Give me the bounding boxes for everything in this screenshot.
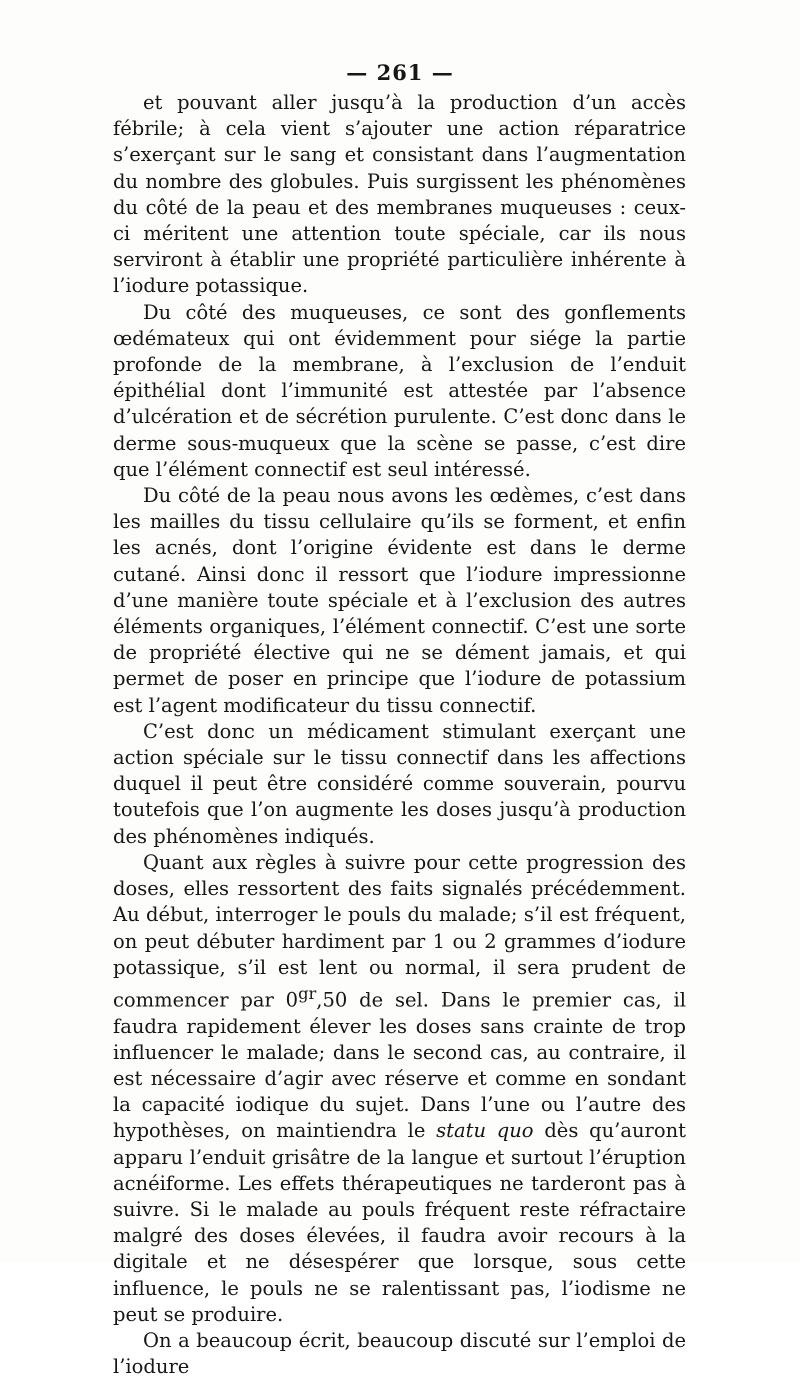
paragraph-5-text-start: Quant aux règles à suivre pour cette progression des doses, elles ressortent des faits signalés précédemment. Au début, interroger le pouls du malade; s’il est fréquent, on peut débuter hardiment par 1 ou 2 grammes d’iodure potassique, s’il est lent ou normal, il sera prudent de commencer par 0	[113, 850, 686, 1012]
unit-superscript: gr	[298, 983, 317, 1003]
paragraph-6-text: On a beaucoup écrit, beaucoup discuté sur l’emploi de l’iodure	[113, 1329, 686, 1379]
paragraph-3-text: Du côté de la peau nous avons les œdèmes, c’est dans les mailles du tissu cellulaire qu’ils se forment, et enfin les acnés, dont l’origine évidente est dans le derme cutané. Ainsi donc il ressort que l’iodure impressionne d’une manière toute spéciale et à l’exclusion des autres éléments organiques, l’élément connectif. C’est une sorte de propriété élective qui ne se dément jamais, et qui permet de poser en principe que l’iodure de potassium est l’agent modificateur du tissu connectif.	[113, 484, 686, 717]
paragraph-2	[113, 300, 686, 483]
italic-latin-phrase: statu quo	[436, 1119, 534, 1143]
paragraph-4-text: C’est donc un médicament stimulant exerçant une action spéciale sur le tissu connectif dans les affections duquel il peut être considéré comme souverain, pourvu toutefois que l’on augmente les doses jusqu’à production des phénomènes indiqués.	[113, 719, 686, 848]
paragraph-2-text: Du côté des muqueuses, ce sont des gonflements œdémateux qui ont évidemment pour siége la partie profonde de la membrane, à l’exclusion de l’enduit épithélial dont l’immunité est attestée par l’absence d’ulcération et de sécrétion purulente. C’est donc dans le derme sous-muqueux que la scène se passe, c’est dire que l’élément connectif est seul intéressé.	[113, 300, 686, 481]
body-text	[113, 90, 686, 1380]
paragraph-1-text: et pouvant aller jusqu’à la production d’un accès fébrile; à cela vient s’ajouter une action réparatrice s’exerçant sur le sang et consistant dans l’augmentation du nombre des globules. Puis surgissent les phénomènes du côté de la peau et des membranes muqueuses : ceux-ci méritent une attention toute spéciale, car ils nous serviront à établir une propriété particulière inhérente à l’iodure potassique.	[113, 91, 686, 298]
paragraph-5-text-end: dès qu’auront apparu l’enduit grisâtre de la langue et surtout l’éruption acnéiforme. Les effets thérapeutiques ne tarderont pas à suivre. Si le malade au pouls fréquent reste réfractaire malgré des doses élevées, il faudra avoir recours à la digitale et ne désespérer que lorsque, sous cette influence, le pouls ne se ralentissant pas, l’iodisme ne peut se produire.	[113, 1119, 686, 1326]
page-number: — 261 —	[346, 60, 454, 85]
paragraph-6	[113, 1328, 686, 1380]
paragraph-5	[113, 850, 686, 1328]
paragraph-5-text-middle: ,50 de sel. Dans le premier cas, il faudra rapidement élever les doses sans crainte de trop influencer le malade; dans le second cas, au contraire, il est nécessaire d’agir avec réserve et comme en sondant la capacité iodique du sujet. Dans l’une ou l’autre des hypothèses, on maintiendra le	[113, 988, 686, 1143]
paragraph-1	[113, 90, 686, 300]
paragraph-3	[113, 483, 686, 719]
paragraph-4	[113, 719, 686, 850]
